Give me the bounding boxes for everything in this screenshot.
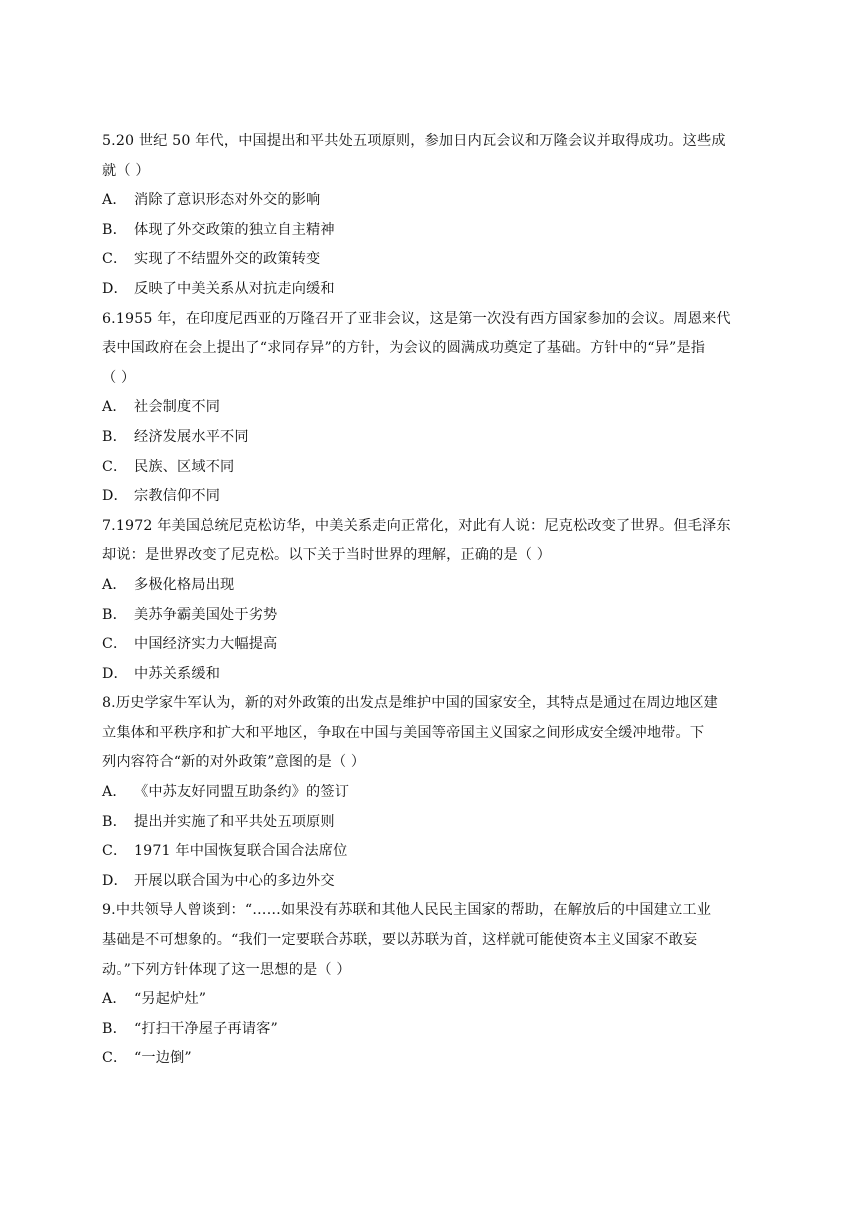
option-letter: D． xyxy=(102,872,128,889)
option-a xyxy=(102,186,760,216)
option-text: 宗教信仰不同 xyxy=(134,488,221,505)
question-stem-line: 8.历史学家牛军认为，新的对外政策的出发点是维护中国的国家安全，其特点是通过在周边地区建 xyxy=(102,695,719,712)
question-stem-line: 立集体和平秩序和扩大和平地区，争取在中国与美国等帝国主义国家之间形成安全缓冲地带。下 xyxy=(102,724,705,741)
question-stem-line: 9.中共领导人曾谈到：“……如果没有苏联和其他人民民主国家的帮助，在解放后的中国建立工业 xyxy=(102,902,712,919)
option-b xyxy=(102,601,760,631)
option-letter: A． xyxy=(102,192,127,209)
question-8 xyxy=(102,689,760,896)
option-letter: B． xyxy=(102,1020,127,1037)
question-5 xyxy=(102,127,760,305)
question-stem-line: 列内容符合“新的对外政策”意图的是（ ） xyxy=(102,754,366,771)
question-stem-line: （ ） xyxy=(102,369,136,386)
option-letter: C． xyxy=(102,636,128,653)
option-a xyxy=(102,778,760,808)
option-b xyxy=(102,423,760,453)
question-stem-line: 7.1972 年美国总统尼克松访华，中美关系走向正常化，对此有人说：尼克松改变了世界。但毛泽东 xyxy=(102,517,731,534)
question-stem-line: 6.1955 年，在印度尼西亚的万隆召开了亚非会议，这是第一次没有西方国家参加的会议。周恩来代 xyxy=(102,310,731,327)
question-7 xyxy=(102,512,760,690)
question-stem-line: 基础是不可想象的。“我们一定要联合苏联，要以苏联为首，这样就可能使资本主义国家不敢妄 xyxy=(102,932,698,949)
option-text: 1971 年中国恢复联合国合法席位 xyxy=(134,843,348,860)
option-text: 开展以联合国为中心的多边外交 xyxy=(134,872,335,889)
option-text: 经济发展水平不同 xyxy=(134,428,249,445)
option-letter: A． xyxy=(102,991,127,1008)
option-letter: A． xyxy=(102,576,127,593)
option-b xyxy=(102,1015,760,1045)
option-letter: B． xyxy=(102,221,127,238)
option-text: 中苏关系缓和 xyxy=(134,665,221,682)
option-letter: C． xyxy=(102,843,128,860)
question-stem-line: 却说：是世界改变了尼克松。以下关于当时世界的理解，正确的是（ ） xyxy=(102,547,552,564)
option-letter: C． xyxy=(102,458,128,475)
option-text: 体现了外交政策的独立自主精神 xyxy=(134,221,335,238)
option-a xyxy=(102,985,760,1015)
option-a xyxy=(102,393,760,423)
option-d xyxy=(102,867,760,897)
option-d xyxy=(102,660,760,690)
option-letter: D． xyxy=(102,280,128,297)
question-stem-line: 动。”下列方针体现了这一思想的是（ ） xyxy=(102,961,351,978)
option-letter: B． xyxy=(102,428,127,445)
exam-page xyxy=(102,127,760,1074)
option-text: 中国经济实力大幅提高 xyxy=(134,636,278,653)
option-letter: A． xyxy=(102,784,127,801)
option-text: 社会制度不同 xyxy=(134,399,221,416)
option-text: 消除了意识形态对外交的影响 xyxy=(134,192,321,209)
question-stem-line: 5.20 世纪 50 年代，中国提出和平共处五项原则，参加日内瓦会议和万隆会议并取得成功。这些成 xyxy=(102,133,726,149)
option-text: 民族、区域不同 xyxy=(134,458,235,475)
question-9 xyxy=(102,896,760,1074)
option-c xyxy=(102,630,760,660)
option-text: 《中苏友好同盟互助条约》的签订 xyxy=(134,784,350,801)
option-letter: B． xyxy=(102,813,127,830)
option-c xyxy=(102,1044,760,1074)
option-text: 提出并实施了和平共处五项原则 xyxy=(134,813,335,830)
option-text: “一边倒” xyxy=(134,1050,192,1067)
option-text: “另起炉灶” xyxy=(134,991,207,1008)
option-text: 反映了中美关系从对抗走向缓和 xyxy=(134,280,335,297)
option-letter: C． xyxy=(102,1050,128,1067)
question-6 xyxy=(102,305,760,512)
option-text: 美苏争霸美国处于劣势 xyxy=(134,606,278,623)
option-a xyxy=(102,571,760,601)
option-letter: B． xyxy=(102,606,127,623)
option-d xyxy=(102,275,760,305)
option-letter: A． xyxy=(102,399,127,416)
option-b xyxy=(102,808,760,838)
option-letter: C． xyxy=(102,251,128,268)
option-letter: D． xyxy=(102,488,128,505)
option-text: 实现了不结盟外交的政策转变 xyxy=(134,251,321,268)
option-b xyxy=(102,216,760,246)
option-text: 多极化格局出现 xyxy=(134,576,235,593)
option-c xyxy=(102,453,760,483)
option-c xyxy=(102,245,760,275)
option-c xyxy=(102,837,760,867)
option-letter: D． xyxy=(102,665,128,682)
question-stem-line: 表中国政府在会上提出了“求同存异”的方针，为会议的圆满成功奠定了基础。方针中的“异”是指 xyxy=(102,340,706,357)
question-stem-line: 就（ ） xyxy=(102,162,150,179)
option-text: “打扫干净屋子再请客” xyxy=(134,1020,278,1037)
option-d xyxy=(102,482,760,512)
